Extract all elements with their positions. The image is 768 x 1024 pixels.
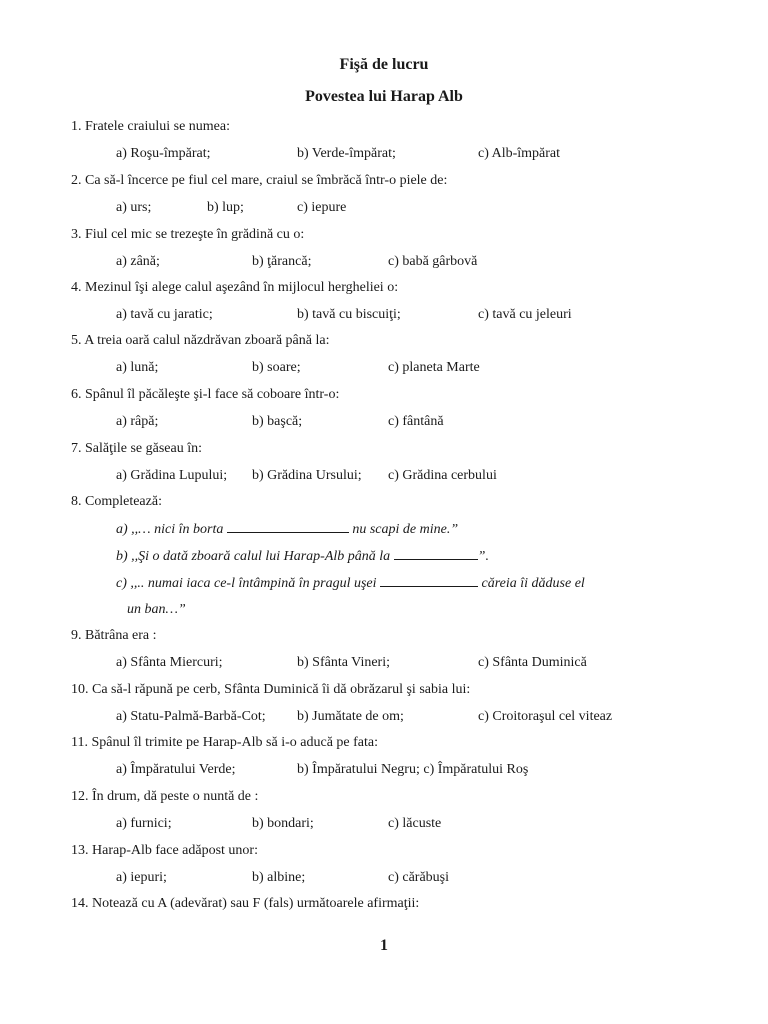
q12-option-b: b) bondari; (252, 816, 314, 831)
q6-option-c: c) fântână (388, 414, 444, 429)
fill-in-a (116, 520, 458, 539)
fill-in-a-blank[interactable] (227, 520, 349, 533)
question-3: 3. Fiul cel mic se trezeşte în grădină cu o: (71, 227, 305, 242)
question-5: 5. A treia oară calul năzdrăvan zboară până la: (71, 333, 330, 348)
fill-in-b-suffix: ”. (477, 549, 489, 564)
q3-option-b: b) ţărancă; (252, 254, 312, 269)
q4-option-b: b) tavă cu biscuiţi; (297, 307, 401, 322)
q7-option-a: a) Grădina Lupului; (116, 468, 228, 483)
fill-in-a-prefix: a) ,,… nici în borta (116, 522, 227, 537)
q5-option-a: a) lună; (116, 360, 159, 375)
fill-in-c-blank[interactable] (380, 574, 478, 587)
question-13: 13. Harap-Alb face adăpost unor: (71, 843, 258, 858)
q13-option-a: a) iepuri; (116, 870, 167, 885)
q7-option-b: b) Grădina Ursului; (252, 468, 362, 483)
question-14: 14. Notează cu A (adevărat) sau F (fals) următoarele afirmaţii: (71, 896, 420, 911)
page-title: Fişă de lucru (339, 56, 429, 73)
q12-option-a: a) furnici; (116, 816, 172, 831)
question-2: 2. Ca să-l încerce pe fiul cel mare, craiul se îmbrăcă într-o piele de: (71, 173, 448, 188)
q10-option-a: a) Statu-Palmă-Barbă-Cot; (116, 709, 266, 724)
q9-option-c: c) Sfânta Duminică (478, 655, 587, 670)
q5-option-c: c) planeta Marte (388, 360, 480, 375)
question-8: 8. Completează: (71, 494, 162, 509)
fill-in-b-blank[interactable] (394, 547, 478, 560)
q13-option-c: c) cărăbuşi (388, 870, 450, 885)
fill-in-b-prefix: b) ,,Şi o dată zboară calul lui Harap-Alb până la (116, 549, 394, 564)
q1-option-b: b) Verde-împărat; (297, 146, 396, 161)
q11-option-a: a) Împăratului Verde; (116, 762, 236, 777)
q10-option-c: c) Croitoraşul cel viteaz (478, 709, 613, 724)
q2-option-c: c) iepure (297, 200, 347, 215)
question-9: 9. Bătrâna era : (71, 628, 157, 643)
q11-option-bc: b) Împăratului Negru; c) Împăratului Roş (297, 762, 529, 777)
q2-option-b: b) lup; (207, 200, 244, 215)
fill-in-c-suffix: căreia îi dăduse el (478, 576, 585, 591)
question-12: 12. În drum, dă peste o nuntă de : (71, 789, 259, 804)
q13-option-b: b) albine; (252, 870, 306, 885)
q6-option-b: b) başcă; (252, 414, 303, 429)
q3-option-a: a) zână; (116, 254, 160, 269)
page-number: 1 (380, 937, 388, 954)
q5-option-b: b) soare; (252, 360, 301, 375)
fill-in-b (116, 547, 489, 566)
q1-option-c: c) Alb-împărat (478, 146, 561, 161)
fill-in-c-continuation: un ban…” (127, 602, 186, 617)
q9-option-a: a) Sfânta Miercuri; (116, 655, 223, 670)
question-6: 6. Spânul îl păcăleşte şi-l face să coboare într-o: (71, 387, 340, 402)
question-10: 10. Ca să-l răpună pe cerb, Sfânta Duminică îi dă obrăzarul şi sabia lui: (71, 682, 471, 697)
q4-option-a: a) tavă cu jaratic; (116, 307, 213, 322)
q6-option-a: a) râpă; (116, 414, 159, 429)
q10-option-b: b) Jumătate de om; (297, 709, 404, 724)
fill-in-c-prefix: c) ,,.. numai iaca ce-l întâmpină în pragul uşei (116, 576, 381, 591)
page-subtitle: Povestea lui Harap Alb (305, 88, 463, 105)
q3-option-c: c) babă gârbovă (388, 254, 478, 269)
q2-option-a: a) urs; (116, 200, 152, 215)
q4-option-c: c) tavă cu jeleuri (478, 307, 572, 322)
question-11: 11. Spânul îl trimite pe Harap-Alb să i-o aducă pe fata: (71, 735, 378, 750)
q9-option-b: b) Sfânta Vineri; (297, 655, 390, 670)
fill-in-c (116, 574, 585, 593)
q1-option-a: a) Roşu-împărat; (116, 146, 211, 161)
question-7: 7. Salăţile se găseau în: (71, 441, 203, 456)
q7-option-c: c) Grădina cerbului (388, 468, 497, 483)
q12-option-c: c) lăcuste (388, 816, 442, 831)
question-4: 4. Mezinul îşi alege calul aşezând în mijlocul hergheliei o: (71, 280, 399, 295)
fill-in-a-suffix: nu scapi de mine.” (348, 522, 459, 537)
question-1: 1. Fratele craiului se numea: (71, 119, 230, 134)
